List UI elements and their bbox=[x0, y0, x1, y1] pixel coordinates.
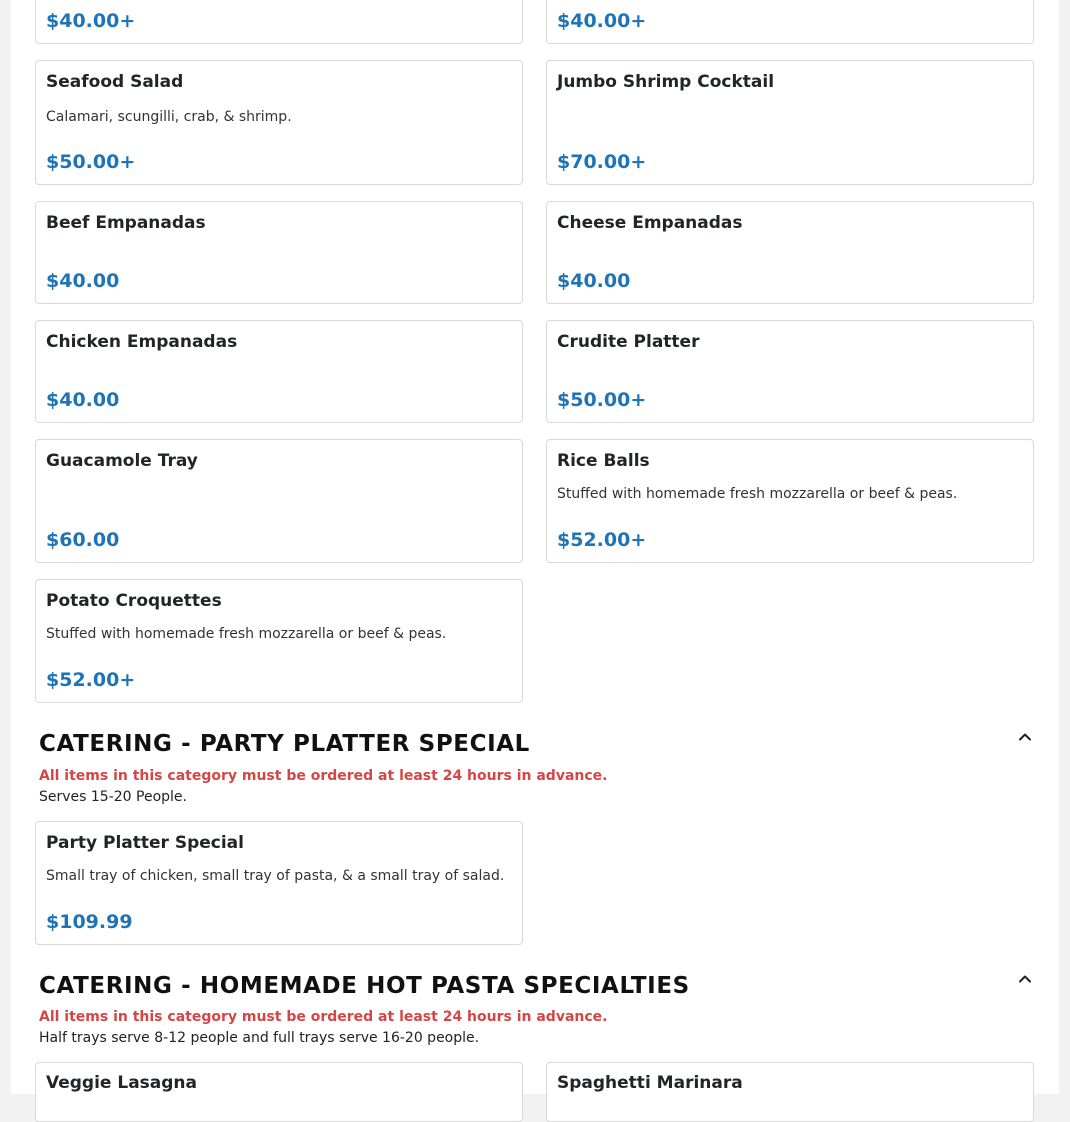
item-name: Chicken Empanadas bbox=[46, 332, 238, 352]
item-price: $40.00 bbox=[557, 270, 631, 292]
menu-item-card[interactable] bbox=[546, 439, 1034, 563]
section-title: CATERING - PARTY PLATTER SPECIAL bbox=[39, 731, 530, 757]
menu-item-card[interactable] bbox=[35, 579, 523, 703]
item-price: $52.00+ bbox=[557, 529, 647, 551]
menu-item-card[interactable] bbox=[35, 201, 523, 304]
menu-item-card[interactable] bbox=[546, 1062, 1034, 1122]
menu-item-card[interactable] bbox=[546, 60, 1034, 185]
item-description: Calamari, scungilli, crab, & shrimp. bbox=[46, 109, 292, 125]
item-name: Potato Croquettes bbox=[46, 591, 222, 611]
menu-item-card[interactable] bbox=[35, 0, 523, 44]
item-price: $50.00+ bbox=[46, 151, 136, 173]
item-name: Jumbo Shrimp Cocktail bbox=[557, 72, 775, 92]
section-advance-warning: All items in this category must be ordered at least 24 hours in advance. bbox=[39, 768, 608, 784]
section-title: CATERING - HOMEMADE HOT PASTA SPECIALTIES bbox=[39, 973, 690, 999]
item-name: Crudite Platter bbox=[557, 332, 700, 352]
item-name: Spaghetti Marinara bbox=[557, 1073, 743, 1093]
item-name: Cheese Empanadas bbox=[557, 213, 743, 233]
item-name: Veggie Lasagna bbox=[46, 1073, 198, 1093]
item-name: Beef Empanadas bbox=[46, 213, 206, 233]
item-name: Party Platter Special bbox=[46, 833, 244, 853]
item-name: Seafood Salad bbox=[46, 72, 184, 92]
item-description: Stuffed with homemade fresh mozzarella or beef & peas. bbox=[46, 626, 447, 642]
item-price: $109.99 bbox=[46, 911, 133, 933]
section-note: Half trays serve 8-12 people and full trays serve 16-20 people. bbox=[39, 1030, 480, 1046]
menu-item-card[interactable] bbox=[35, 320, 523, 423]
menu-item-card[interactable] bbox=[35, 821, 523, 945]
item-name: Rice Balls bbox=[557, 451, 650, 471]
item-price: $50.00+ bbox=[557, 389, 647, 411]
item-price: $40.00+ bbox=[557, 10, 647, 32]
item-price: $40.00 bbox=[46, 270, 120, 292]
menu-item-card[interactable] bbox=[546, 201, 1034, 304]
item-description: Small tray of chicken, small tray of pasta, & a small tray of salad. bbox=[46, 868, 505, 884]
item-price: $60.00 bbox=[46, 529, 120, 551]
section-note: Serves 15-20 People. bbox=[39, 789, 187, 805]
menu-item-card[interactable] bbox=[35, 439, 523, 563]
item-price: $40.00+ bbox=[46, 10, 136, 32]
chevron-up-icon[interactable] bbox=[1016, 970, 1034, 988]
menu-item-card[interactable] bbox=[546, 0, 1034, 44]
section-advance-warning: All items in this category must be ordered at least 24 hours in advance. bbox=[39, 1009, 608, 1025]
menu-item-card[interactable] bbox=[546, 320, 1034, 423]
chevron-up-icon[interactable] bbox=[1016, 728, 1034, 746]
menu-item-card[interactable] bbox=[35, 1062, 523, 1122]
menu-page bbox=[11, 0, 1059, 1094]
item-name: Guacamole Tray bbox=[46, 451, 198, 471]
item-price: $70.00+ bbox=[557, 151, 647, 173]
item-description: Stuffed with homemade fresh mozzarella or beef & peas. bbox=[557, 486, 958, 502]
menu-item-card[interactable] bbox=[35, 60, 523, 185]
item-price: $52.00+ bbox=[46, 669, 136, 691]
item-price: $40.00 bbox=[46, 389, 120, 411]
